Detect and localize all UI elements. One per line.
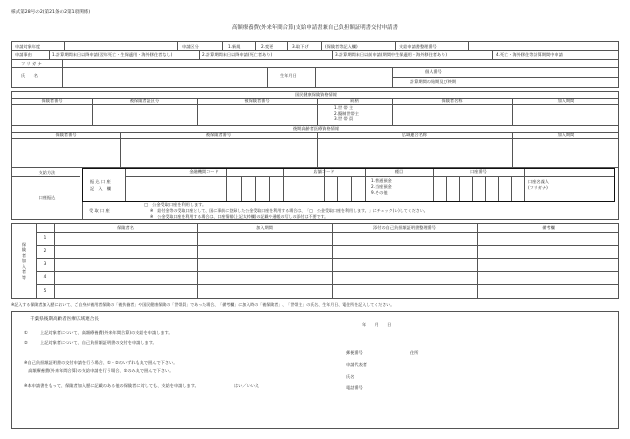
- form-title: 高額療養費(外来年間合算)支給申請書兼自己負担額証明書交付申請書: [232, 25, 398, 31]
- kind-2[interactable]: 2.当座預金: [371, 184, 392, 189]
- category-label: 申請区分: [182, 43, 199, 49]
- nhi-col-relation: 続柄: [350, 98, 359, 103]
- member-row-no: 3: [43, 261, 47, 266]
- holder-label-b: (フリガナ): [528, 185, 548, 190]
- note-public-2: ※ 公金受取口座を利用する場合は、口座情報(上記太枠欄)の記載や通帳の写しの添付は不要です。: [150, 213, 329, 219]
- category-withdraw[interactable]: 3.取下げ: [292, 43, 309, 49]
- account-label-b: 記 入 欄: [90, 186, 111, 191]
- name-field[interactable]: [64, 69, 264, 86]
- nhi-col-insurer-no: 保険者番号: [41, 98, 63, 103]
- form-id: 様式第28号の2(第21条の2第1項関係): [11, 10, 91, 15]
- elderly-col-union-name: 広域連合名称: [401, 132, 428, 137]
- kind-3[interactable]: 9.その他: [371, 190, 388, 195]
- date-field[interactable]: 年 月 日: [362, 322, 392, 327]
- nhi-rel-1[interactable]: 1.世 帯 主: [334, 105, 354, 110]
- account-no-label: 口座番号: [470, 169, 487, 174]
- phone-label: 電話番号: [346, 385, 363, 390]
- applicant-rep-label: 申請代表者: [346, 362, 367, 367]
- addressee: 千葉県後期高齢者医療広域連合長: [30, 317, 99, 322]
- item2-text: 上記対象者について、自己負担額証明書の交付を申請します。: [40, 340, 157, 345]
- applicant-block: [11, 60, 619, 88]
- category-new[interactable]: 1.新規: [228, 43, 241, 49]
- row-reason: [11, 51, 619, 60]
- nhi-col-join-date: 加入期間: [557, 98, 575, 103]
- reason-3[interactable]: 3.計算期間末日以前申請(期間中生保適用・海外移住者あり): [335, 52, 447, 57]
- elderly-header: 後期高齢者医療資格情報: [292, 126, 340, 131]
- account-label-a: 振 込 口 座: [90, 179, 111, 184]
- declaration-box: [11, 311, 619, 429]
- receive-label: 受 取 口 座: [89, 208, 110, 213]
- members-side-label: 保険者加入者等: [21, 242, 27, 280]
- members-col-notes: 備考欄: [542, 225, 555, 230]
- account-box: [82, 168, 615, 202]
- reason-2[interactable]: 2.計算期間末日以降申請(死亡者あり): [202, 52, 273, 57]
- nhi-col-insurer-name: 保険者名称: [441, 98, 463, 103]
- payment-method-label: 支給方法: [38, 170, 56, 175]
- item1-number[interactable]: ①: [24, 330, 28, 335]
- personal-no-label: 個人番号: [425, 69, 442, 74]
- nhi-rel-3[interactable]: 3.世 帯 員: [334, 116, 354, 121]
- members-col-period: 加入期間: [256, 225, 273, 230]
- target-year-label: 申請対象年度: [15, 43, 41, 49]
- transfer-label: 口座振込: [38, 195, 56, 200]
- nhi-col-insured-kind: 被保険者証区分: [129, 98, 160, 103]
- name-label: 氏 名: [21, 73, 38, 78]
- nhi-rel-2[interactable]: 2.擬制世帯主: [334, 110, 359, 116]
- address-label: 住所: [410, 350, 419, 355]
- yes-no-choice[interactable]: はい／いいえ: [234, 383, 260, 388]
- period-label: 計算期間の始期及び終期: [410, 79, 457, 84]
- footnote: ※記入する保険者加入歴において、ご自身が被用者保険の「被扶養者」や国民健康保険の「世帯員」であった場合、「備考欄」に加入時の「被保険者」、「世帯主」の氏名、生年月日、電住所を記入してください。: [11, 302, 395, 307]
- item1-text: 上記対象者について、高額療養費(外来年間合算)の支給を申請します。: [40, 330, 173, 335]
- row-header-1: [11, 41, 619, 51]
- note-public-1: ※ 給付金等の受取口座として、国に事前に登録した公金受取口座を利用する場合は、「□ 公金受取口座を利用します。」にチェック(レ)してください。: [150, 208, 428, 213]
- postal-label: 郵便番号: [346, 350, 363, 355]
- elderly-col-insurer-no: 保険者番号: [55, 132, 77, 137]
- elderly-col-insured-no: 被保険者番号: [205, 132, 232, 137]
- bank-code-label: 金融機関コード: [189, 169, 219, 174]
- member-row-no: 1: [43, 235, 47, 240]
- doc-no-label: 支給申請書整理番号: [399, 43, 437, 49]
- elderly-col-join-date: 加入期間: [557, 132, 575, 137]
- branch-code-label: 店舗コード: [313, 169, 335, 174]
- nhi-section: [11, 91, 619, 126]
- public-account-area: [82, 202, 615, 220]
- furigana-label: フ リ ガ ナ: [21, 60, 42, 66]
- member-row-no: 4: [43, 274, 47, 279]
- note-a: ※自己負担額証明書の交付申請を行う場合、①・②のいずれも丸で囲んで下さい。: [24, 360, 178, 365]
- members-col-cert: 添付の自己負担額証明書整理番号: [373, 225, 436, 230]
- member-row-no: 5: [43, 288, 47, 293]
- note-c: ※本申請書をもって、保険者加入歴に記載のある他の保険者に対しても、支給を申請します。: [24, 383, 199, 388]
- nhi-col-insured-no: 被保険者番号: [244, 98, 270, 103]
- reason-4[interactable]: 4.死亡・海外移住等計算期間中申請: [496, 52, 563, 57]
- members-table: [11, 223, 619, 299]
- name-label-bottom: 氏名: [346, 374, 355, 379]
- elderly-section: [11, 126, 619, 168]
- reason-label: 申請事由: [15, 52, 32, 57]
- birth-label: 生年月日: [280, 73, 297, 78]
- holder-label-a: 口座名義人: [528, 179, 549, 184]
- reason-1[interactable]: 1.計算期間末日以降申請(翌年死亡・生保適用・海外移住者なし): [52, 52, 173, 57]
- insurer-use-label: (保険者等記入欄): [325, 43, 358, 49]
- nhi-header: 国民健康保険資格情報: [295, 92, 337, 97]
- kind-1[interactable]: 1.普通預金: [371, 178, 392, 183]
- members-col-insurer: 保険者名: [117, 225, 134, 230]
- member-row-no: 2: [43, 248, 47, 253]
- category-change[interactable]: 2.変更: [261, 43, 274, 49]
- kind-label: 種目: [394, 169, 404, 174]
- note-b: 高額療養費(外来年間合算)の支給申請を行う場合、①のみ丸で囲んで下さい。: [24, 368, 174, 373]
- item2-number[interactable]: ②: [24, 340, 28, 345]
- public-account-checkbox[interactable]: □ 公金受取口座を利用します。: [144, 202, 207, 207]
